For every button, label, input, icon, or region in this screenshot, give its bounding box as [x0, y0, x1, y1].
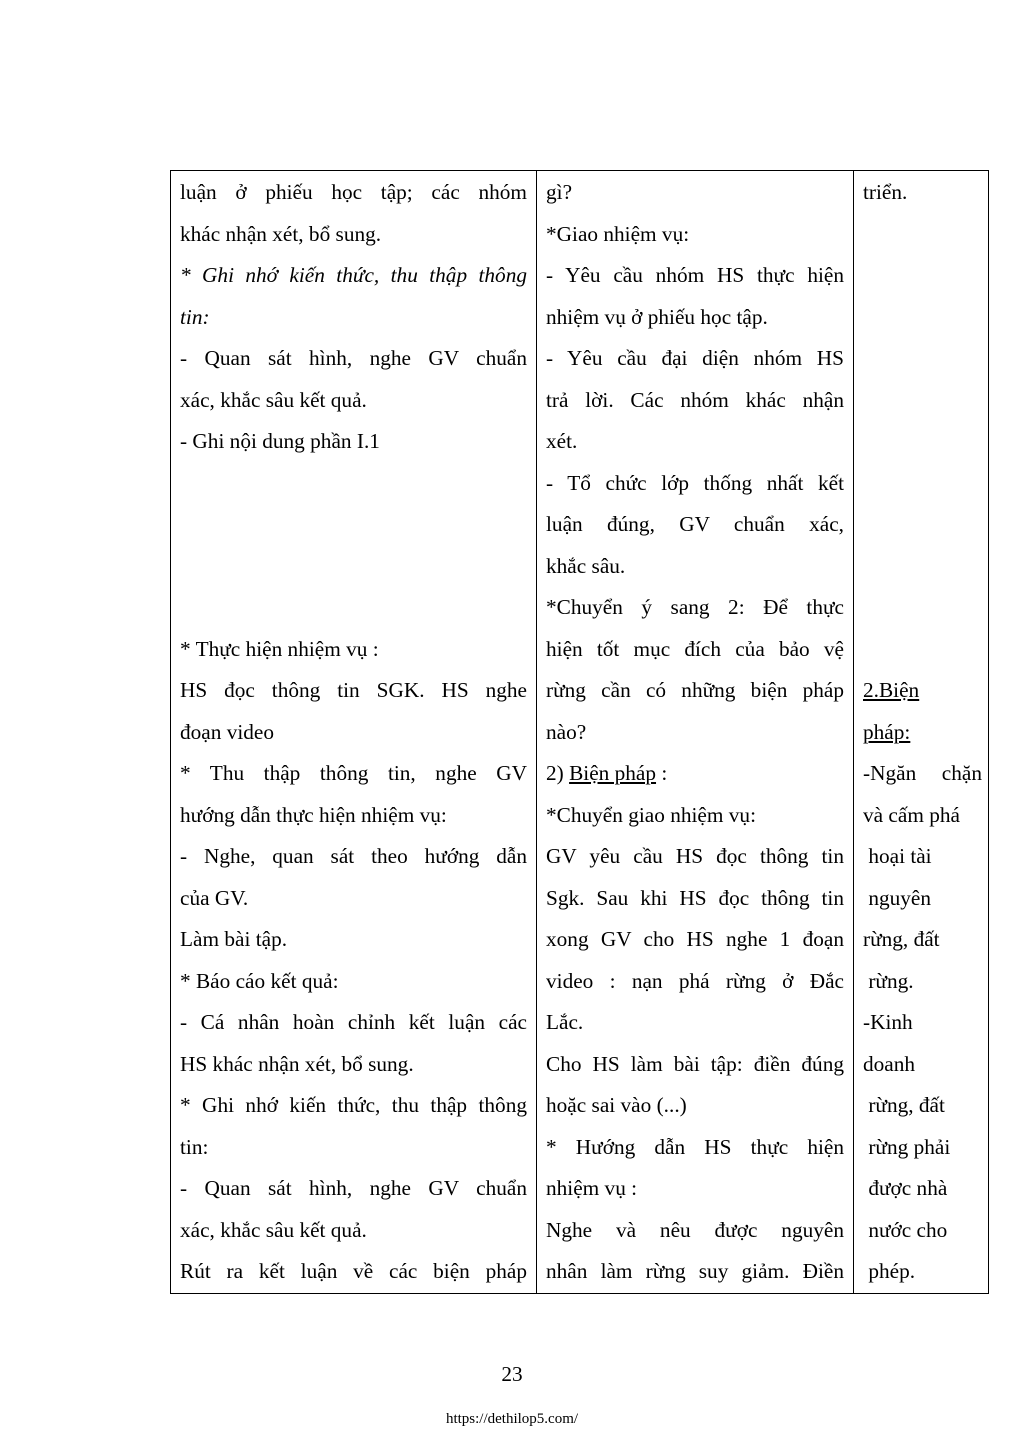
text-line: *Chuyển giao nhiệm vụ:	[546, 802, 756, 827]
text-line	[863, 629, 982, 671]
text-line: nhiệm vụ ở phiếu học tập.	[546, 304, 768, 329]
text-line	[863, 421, 982, 463]
text-line: - Nghe, quan sát theo hướng dẫn	[180, 844, 527, 868]
text-line: xong GV cho HS nghe 1 đoạn	[546, 927, 844, 951]
text-line: *Giao nhiệm vụ:	[546, 221, 690, 246]
text-line: - Cá nhân hoàn chỉnh kết luận các	[180, 1010, 527, 1034]
text-line: - Quan sát hình, nghe GV chuẩn	[180, 346, 527, 370]
text-line: HS khác nhận xét, bổ sung.	[180, 1051, 414, 1076]
text-line: phép.	[863, 1259, 916, 1283]
text-line: hiện tốt mục đích của bảo vệ	[546, 636, 844, 661]
text-line: -Kinh	[863, 1010, 913, 1034]
text-line	[180, 463, 527, 505]
text-line: xác, khắc sâu kết quả.	[180, 387, 367, 412]
lesson-table	[170, 170, 989, 1294]
text-line: xác, khắc sâu kết quả.	[180, 1217, 367, 1242]
text-line: rừng, đất	[863, 927, 940, 951]
text-line: tin:	[180, 1134, 209, 1159]
text-line	[863, 380, 982, 422]
text-line: nhiệm vụ :	[546, 1176, 638, 1200]
text-line	[180, 504, 527, 546]
text-line: trả lời. Các nhóm khác nhận	[546, 387, 844, 412]
text-line: * Thu thập thông tin, nghe GV	[180, 761, 527, 785]
text-line	[863, 297, 982, 339]
text-line: - Yêu cầu nhóm HS thực hiện	[546, 263, 844, 287]
text-line: tin:	[180, 304, 210, 329]
text-line	[863, 214, 982, 256]
text-line: - Ghi nội dung phần I.1	[180, 429, 380, 453]
text-line	[863, 587, 982, 629]
text-line: rừng phải	[863, 1134, 951, 1159]
teacher-activity-column	[537, 171, 854, 1294]
text-line: Nghe và nêu được nguyên	[546, 1217, 844, 1242]
text-line: Rút ra kết luận về các biện pháp	[180, 1259, 527, 1283]
underlined-heading: Biện pháp	[569, 761, 657, 785]
text-line: của GV.	[180, 885, 249, 910]
text-line: * Báo cáo kết quả:	[180, 968, 339, 993]
text-line: nước cho	[863, 1217, 948, 1242]
content-column	[854, 171, 989, 1294]
text-line: - Quan sát hình, nghe GV chuẩn	[180, 1176, 527, 1200]
text-line: - Yêu cầu đại diện nhóm HS	[546, 346, 844, 370]
text-line: nhân làm rừng suy giảm. Điền	[546, 1259, 844, 1283]
text-line: HS đọc thông tin SGK. HS nghe	[180, 678, 527, 702]
text-line: doanh	[863, 1051, 916, 1076]
text-line: 2.Biện	[863, 678, 920, 702]
text-line: video : nạn phá rừng ở Đắc	[546, 968, 844, 993]
text-line	[863, 504, 982, 546]
text-line: rừng.	[863, 968, 914, 993]
text-line: hoại tài	[863, 844, 932, 868]
text-line: nguyên	[863, 885, 932, 910]
text-line: triển.	[863, 180, 908, 204]
text-line: * Hướng dẫn HS thực hiện	[546, 1134, 844, 1159]
line-suffix: :	[656, 761, 668, 785]
text-line: được nhà	[863, 1176, 948, 1200]
line-prefix: 2)	[546, 761, 570, 785]
text-line: * Thực hiện nhiệm vụ :	[180, 636, 379, 661]
text-line: khác nhận xét, bổ sung.	[180, 221, 382, 246]
page-number: 23	[501, 1362, 523, 1386]
text-line: Sgk. Sau khi HS đọc thông tin	[546, 885, 844, 910]
text-line: GV yêu cầu HS đọc thông tin	[546, 844, 844, 868]
text-line: * Ghi nhớ kiến thức, thu thập thông	[180, 1093, 527, 1117]
table-row	[171, 171, 989, 1294]
text-line: Cho HS làm bài tập: điền đúng	[546, 1051, 844, 1076]
text-line: * Ghi nhớ kiến thức, thu thập thông	[180, 263, 527, 287]
text-line	[863, 255, 982, 297]
text-line	[180, 546, 527, 588]
text-line: gì?	[546, 180, 573, 204]
text-line: rừng, đất	[863, 1093, 945, 1117]
text-line	[863, 463, 982, 505]
text-line: *Chuyển ý sang 2: Để thực	[546, 595, 844, 619]
text-line: và cấm phá	[863, 802, 960, 827]
text-line	[180, 587, 527, 629]
text-line	[863, 546, 982, 588]
text-line: hoặc sai vào (...)	[546, 1093, 687, 1117]
text-line: khắc sâu.	[546, 553, 626, 578]
text-line: - Tổ chức lớp thống nhất kết	[546, 470, 844, 495]
text-line: luận ở phiếu học tập; các nhóm	[180, 180, 527, 204]
text-line	[546, 753, 844, 795]
text-line: pháp:	[863, 719, 911, 744]
text-line: -Ngăn chặn	[863, 761, 982, 785]
footer-url: https://dethilop5.com/	[445, 1411, 579, 1427]
text-line: đoạn video	[180, 719, 275, 744]
student-activity-column	[171, 171, 537, 1294]
text-line: nào?	[546, 719, 587, 744]
text-line: luận đúng, GV chuẩn xác,	[546, 512, 844, 536]
text-line: Lắc.	[546, 1010, 584, 1034]
text-line: xét.	[546, 429, 578, 453]
text-line	[863, 338, 982, 380]
text-line: Làm bài tập.	[180, 927, 288, 951]
text-line: hướng dẫn thực hiện nhiệm vụ:	[180, 802, 447, 827]
text-line: rừng cần có những biện pháp	[546, 678, 844, 702]
